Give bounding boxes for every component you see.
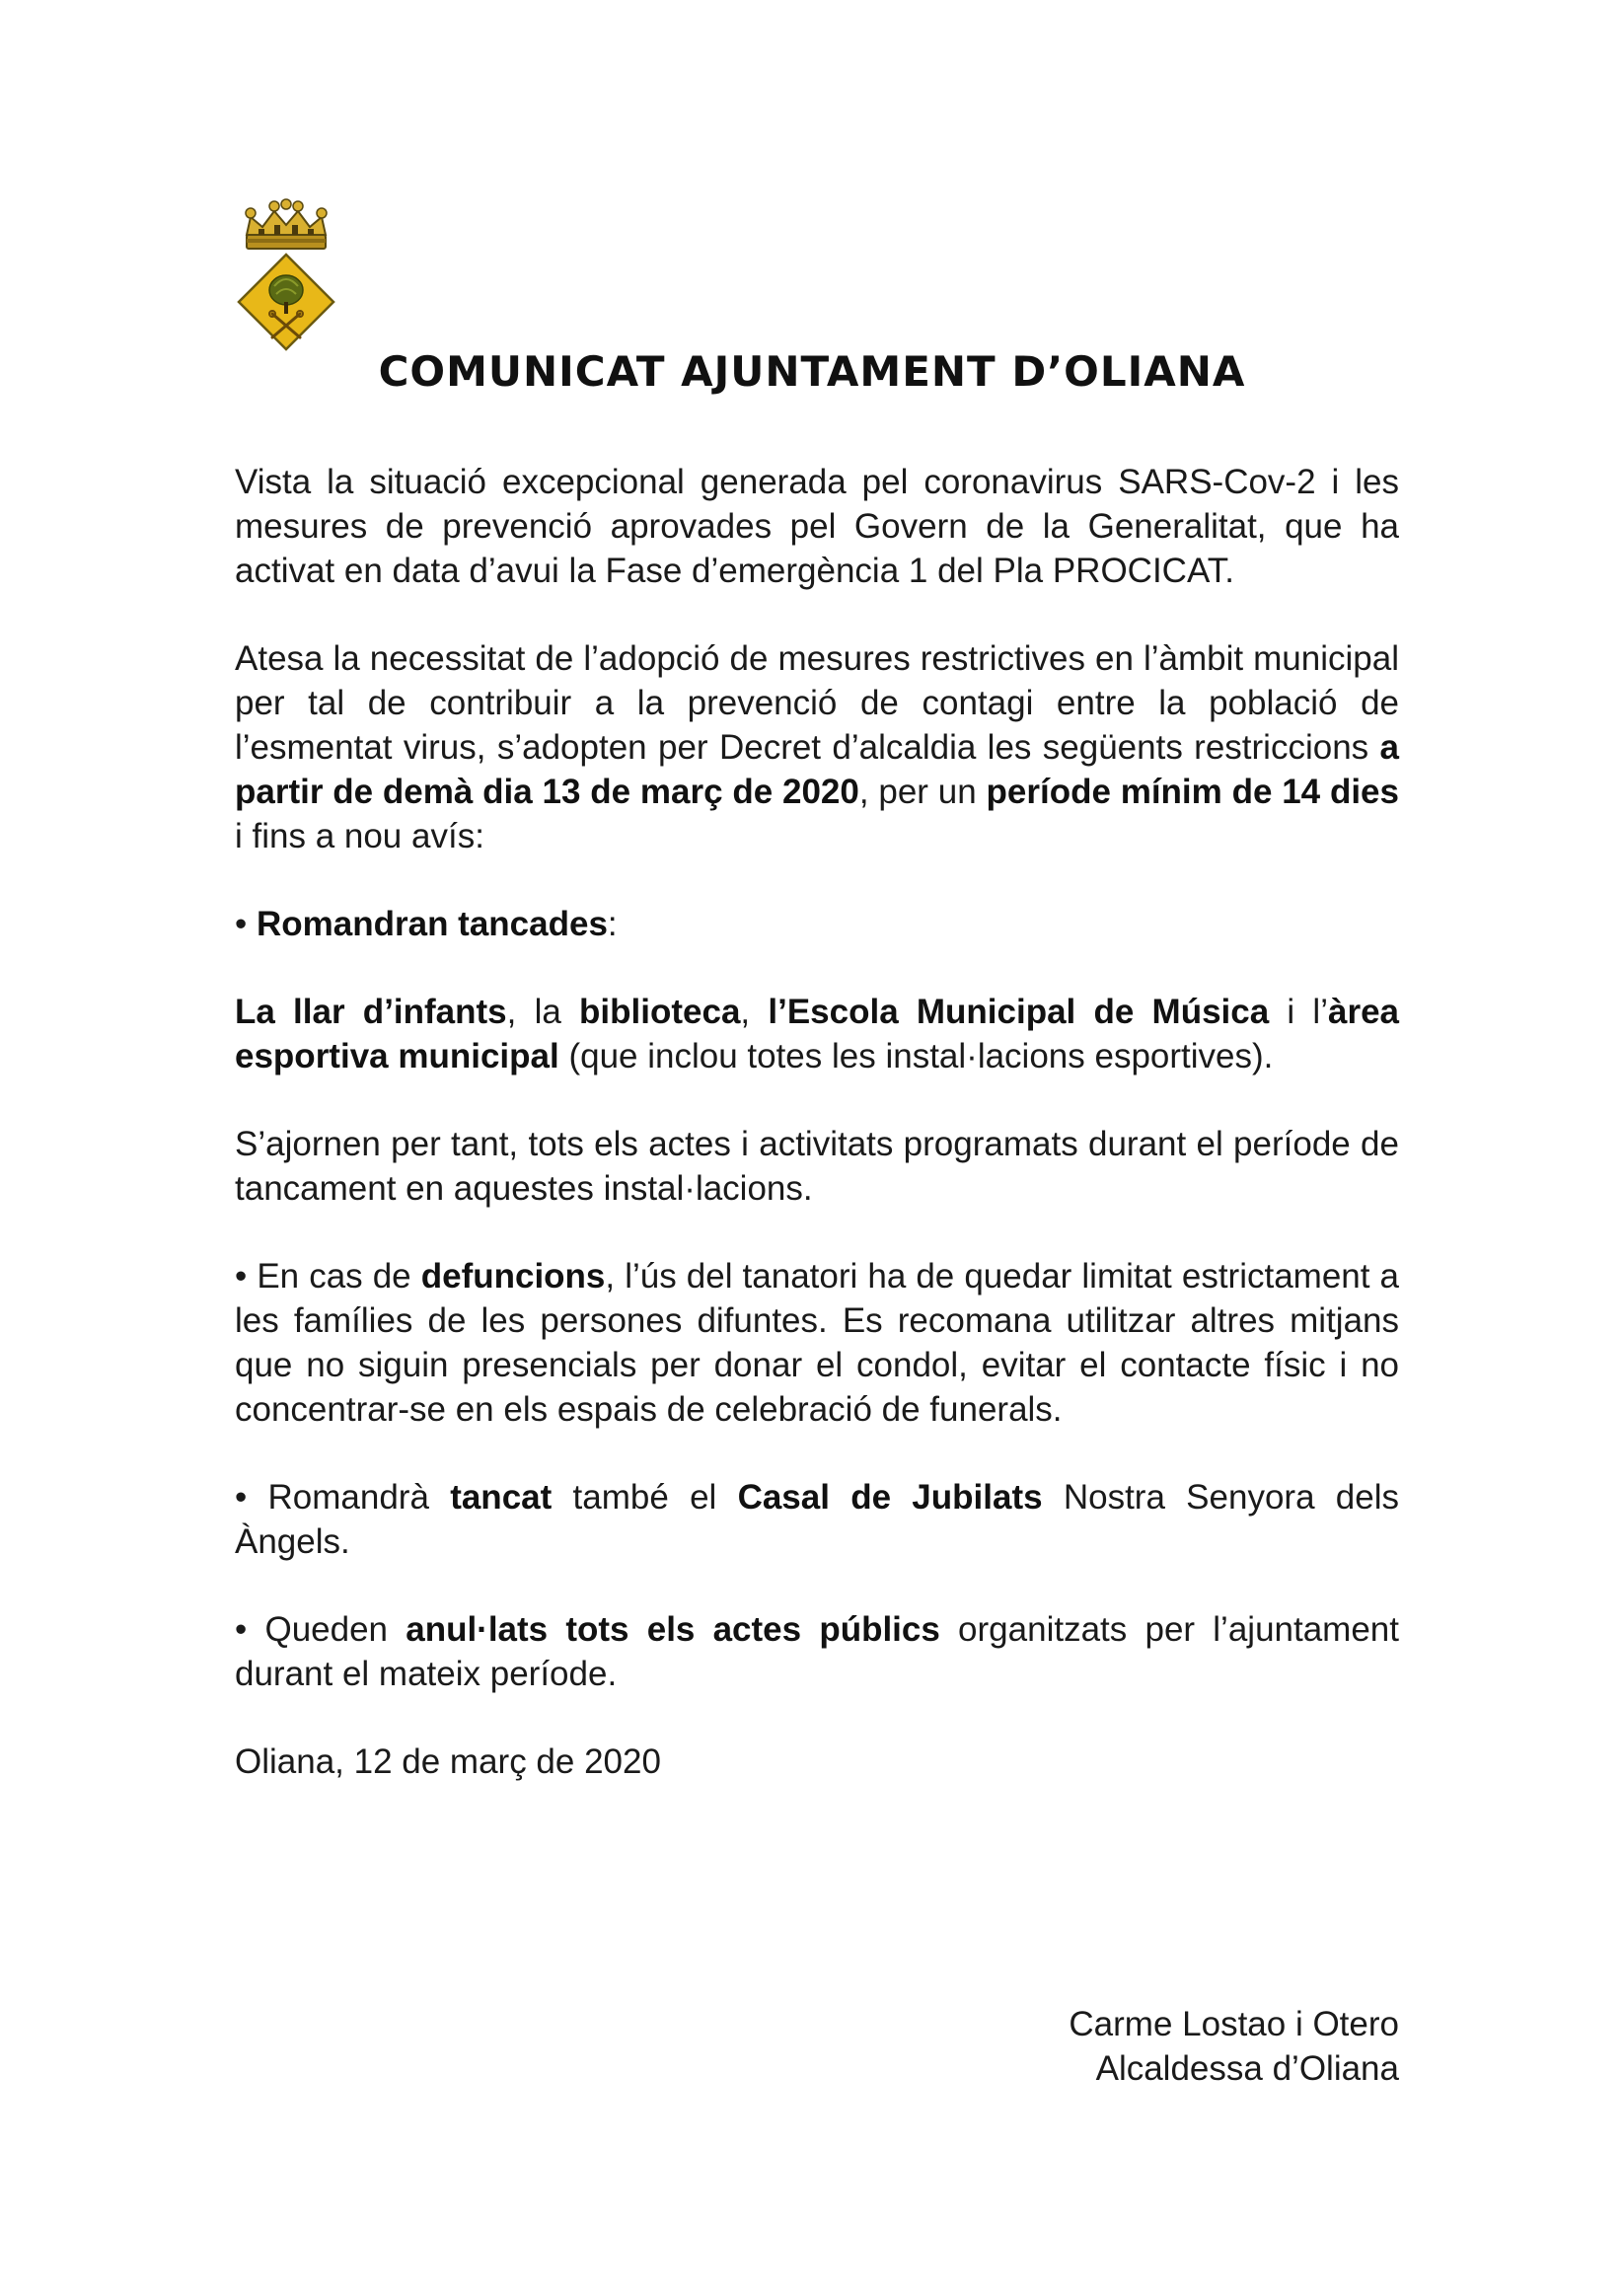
signature-block bbox=[1069, 2002, 1399, 2091]
signatory-role: Alcaldessa d’Oliana bbox=[1095, 2049, 1399, 2088]
communique-body bbox=[235, 460, 1399, 1827]
paragraph-postponed-events: S’ajornen per tant, tots els actes i activitats programats durant el període de tancament en aquestes instal·lacions. bbox=[235, 1125, 1399, 1208]
crown-icon bbox=[246, 199, 327, 249]
bullet-cancelled-events: • Queden anul·lats tots els actes públics organitzats per l’ajuntament durant el mateix període. bbox=[235, 1610, 1399, 1693]
date-line: Oliana, 12 de març de 2020 bbox=[235, 1742, 661, 1781]
paragraph-facilities-list: La llar d’infants, la biblioteca, l’Escola Municipal de Música i l’àrea esportiva municipal (que inclou totes les instal·lacions esportives). bbox=[235, 993, 1400, 1075]
bullet-funerals: • En cas de defuncions, l’ús del tanatori ha de quedar limitat estrictament a les famílies de les persones difuntes. Es recomana utilitzar altres mitjans que no siguin presencials per donar el condol, evitar el contacte físic i no concentrar-se en els espais de celebració de funerals. bbox=[235, 1257, 1399, 1429]
coat-of-arms-icon bbox=[233, 195, 339, 353]
minimum-period-highlight: període mínim de 14 dies bbox=[986, 773, 1399, 811]
page-title: COMUNICAT AJUNTAMENT D’OLIANA bbox=[378, 347, 1246, 396]
paragraph-restrictions: Atesa la necessitat de l’adopció de mesures restrictives en l’àmbit municipal per tal de contribuir a la prevenció de contagi entre la població de l’esmentat virus, s’adopten per Decret d’alcaldia les següents restriccions a partir de demà dia 13 de març de 2020, per un període mínim de 14 dies i fins a nou avís: bbox=[235, 639, 1399, 855]
shield-icon bbox=[239, 255, 333, 349]
bullet-senior-centre: • Romandrà tancat també el Casal de Jubilats Nostra Senyora dels Àngels. bbox=[235, 1478, 1399, 1561]
signatory-name: Carme Lostao i Otero bbox=[1069, 2005, 1399, 2043]
paragraph-situation: Vista la situació excepcional generada pel coronavirus SARS-Cov-2 i les mesures de prevenció aprovades pel Govern de la Generalitat, que ha activat en data d’avui la Fase d’emergència 1 del Pla PROCICAT. bbox=[235, 463, 1399, 590]
start-date-highlight: a partir de demà dia 13 de març de 2020 bbox=[235, 728, 1399, 811]
bullet-closed-facilities: • Romandran tancades: bbox=[235, 905, 618, 943]
